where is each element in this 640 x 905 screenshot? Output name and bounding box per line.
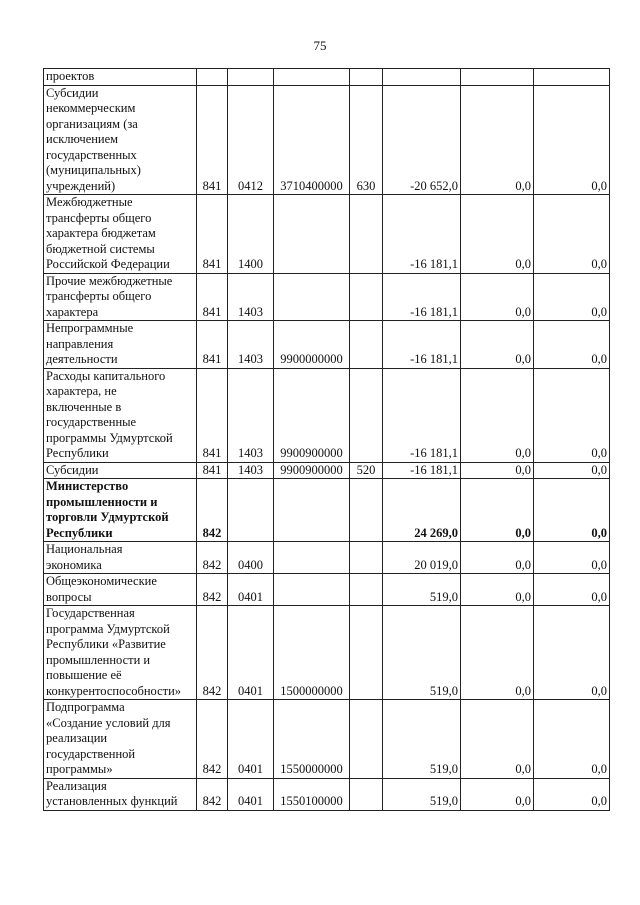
cell-sum3: 0,0 — [534, 273, 610, 321]
cell-vr — [350, 574, 383, 606]
cell-sum1: 519,0 — [383, 574, 461, 606]
cell-sum1: -16 181,1 — [383, 273, 461, 321]
cell-sum2: 0,0 — [461, 321, 534, 369]
cell-csr: 1550000000 — [274, 700, 350, 779]
cell-sum2: 0,0 — [461, 195, 534, 274]
cell-rz — [228, 69, 274, 86]
cell-rz: 0401 — [228, 700, 274, 779]
cell-sum2: 0,0 — [461, 462, 534, 479]
cell-sum1: -16 181,1 — [383, 195, 461, 274]
cell-sum1: -16 181,1 — [383, 368, 461, 462]
row-name: Общеэкономические вопросы — [44, 574, 197, 606]
cell-sum2: 0,0 — [461, 85, 534, 195]
cell-sum2 — [461, 69, 534, 86]
cell-ved: 841 — [197, 321, 228, 369]
cell-csr: 1500000000 — [274, 606, 350, 700]
cell-sum3: 0,0 — [534, 574, 610, 606]
cell-sum1: 519,0 — [383, 700, 461, 779]
cell-sum3: 0,0 — [534, 368, 610, 462]
cell-csr: 9900900000 — [274, 462, 350, 479]
cell-csr — [274, 273, 350, 321]
table-row — [44, 462, 610, 479]
cell-ved: 842 — [197, 479, 228, 542]
cell-sum3: 0,0 — [534, 542, 610, 574]
cell-sum1: 519,0 — [383, 778, 461, 810]
cell-rz — [228, 479, 274, 542]
cell-ved: 842 — [197, 542, 228, 574]
cell-sum1: -16 181,1 — [383, 321, 461, 369]
cell-ved: 841 — [197, 85, 228, 195]
cell-sum2: 0,0 — [461, 479, 534, 542]
cell-vr — [350, 195, 383, 274]
cell-sum3: 0,0 — [534, 195, 610, 274]
cell-csr: 9900900000 — [274, 368, 350, 462]
budget-table — [43, 68, 610, 811]
cell-csr — [274, 542, 350, 574]
cell-sum2: 0,0 — [461, 542, 534, 574]
cell-sum2: 0,0 — [461, 273, 534, 321]
row-name: Национальная экономика — [44, 542, 197, 574]
cell-rz: 0401 — [228, 574, 274, 606]
row-name: Субсидии — [44, 462, 197, 479]
row-name: проектов — [44, 69, 197, 86]
row-name: Межбюджетные трансферты общего характера бюджетам бюджетной системы Российской Федерации — [44, 195, 197, 274]
cell-sum1 — [383, 69, 461, 86]
cell-sum3: 0,0 — [534, 479, 610, 542]
cell-sum1: -16 181,1 — [383, 462, 461, 479]
cell-vr: 520 — [350, 462, 383, 479]
page-number: 75 — [313, 38, 327, 53]
cell-vr — [350, 368, 383, 462]
cell-ved — [197, 69, 228, 86]
table-row — [44, 85, 610, 195]
cell-vr — [350, 778, 383, 810]
cell-ved: 841 — [197, 368, 228, 462]
cell-rz: 1403 — [228, 368, 274, 462]
cell-ved: 842 — [197, 606, 228, 700]
table-row — [44, 273, 610, 321]
cell-sum3: 0,0 — [534, 606, 610, 700]
cell-csr: 1550100000 — [274, 778, 350, 810]
cell-rz: 0401 — [228, 606, 274, 700]
cell-csr: 3710400000 — [274, 85, 350, 195]
cell-vr — [350, 321, 383, 369]
cell-csr — [274, 69, 350, 86]
cell-vr — [350, 606, 383, 700]
cell-sum1: 24 269,0 — [383, 479, 461, 542]
cell-sum3: 0,0 — [534, 85, 610, 195]
cell-sum3: 0,0 — [534, 321, 610, 369]
table-row — [44, 321, 610, 369]
row-name: Расходы капитального характера, не включенные в государственные программы Удмуртской Республики — [44, 368, 197, 462]
row-name: Реализация установленных функций — [44, 778, 197, 810]
cell-rz: 1403 — [228, 321, 274, 369]
cell-sum2: 0,0 — [461, 606, 534, 700]
cell-csr — [274, 479, 350, 542]
cell-ved: 841 — [197, 195, 228, 274]
table-row — [44, 778, 610, 810]
cell-sum2: 0,0 — [461, 700, 534, 779]
cell-sum2: 0,0 — [461, 368, 534, 462]
row-name: Прочие межбюджетные трансферты общего характера — [44, 273, 197, 321]
cell-sum3: 0,0 — [534, 778, 610, 810]
cell-sum2: 0,0 — [461, 778, 534, 810]
table-row — [44, 479, 610, 542]
cell-ved: 842 — [197, 778, 228, 810]
row-name: Субсидии некоммерческим организациям (за исключением государственных (муниципальных) учреждений) — [44, 85, 197, 195]
cell-vr — [350, 700, 383, 779]
cell-sum3: 0,0 — [534, 462, 610, 479]
cell-csr: 9900000000 — [274, 321, 350, 369]
table-row — [44, 574, 610, 606]
row-name: Непрограммные направления деятельности — [44, 321, 197, 369]
table-row — [44, 69, 610, 86]
row-name: Министерство промышленности и торговли Удмуртской Республики — [44, 479, 197, 542]
cell-vr — [350, 542, 383, 574]
table-row — [44, 542, 610, 574]
cell-sum1: -20 652,0 — [383, 85, 461, 195]
row-name: Подпрограмма «Создание условий для реализации государственной программы» — [44, 700, 197, 779]
cell-rz: 1403 — [228, 273, 274, 321]
cell-vr — [350, 69, 383, 86]
cell-sum3: 0,0 — [534, 700, 610, 779]
table-row — [44, 606, 610, 700]
cell-ved: 842 — [197, 574, 228, 606]
cell-csr — [274, 574, 350, 606]
table-row — [44, 195, 610, 274]
cell-rz: 1400 — [228, 195, 274, 274]
row-name: Государственная программа Удмуртской Республики «Развитие промышленности и повышение её конкурентоспособности» — [44, 606, 197, 700]
cell-rz: 0400 — [228, 542, 274, 574]
cell-sum1: 20 019,0 — [383, 542, 461, 574]
cell-rz: 0412 — [228, 85, 274, 195]
cell-vr: 630 — [350, 85, 383, 195]
cell-rz: 1403 — [228, 462, 274, 479]
cell-ved: 841 — [197, 273, 228, 321]
cell-sum3 — [534, 69, 610, 86]
cell-csr — [274, 195, 350, 274]
cell-ved: 841 — [197, 462, 228, 479]
cell-rz: 0401 — [228, 778, 274, 810]
table-row — [44, 368, 610, 462]
table-row — [44, 700, 610, 779]
cell-ved: 842 — [197, 700, 228, 779]
cell-sum2: 0,0 — [461, 574, 534, 606]
cell-vr — [350, 273, 383, 321]
cell-sum1: 519,0 — [383, 606, 461, 700]
cell-vr — [350, 479, 383, 542]
